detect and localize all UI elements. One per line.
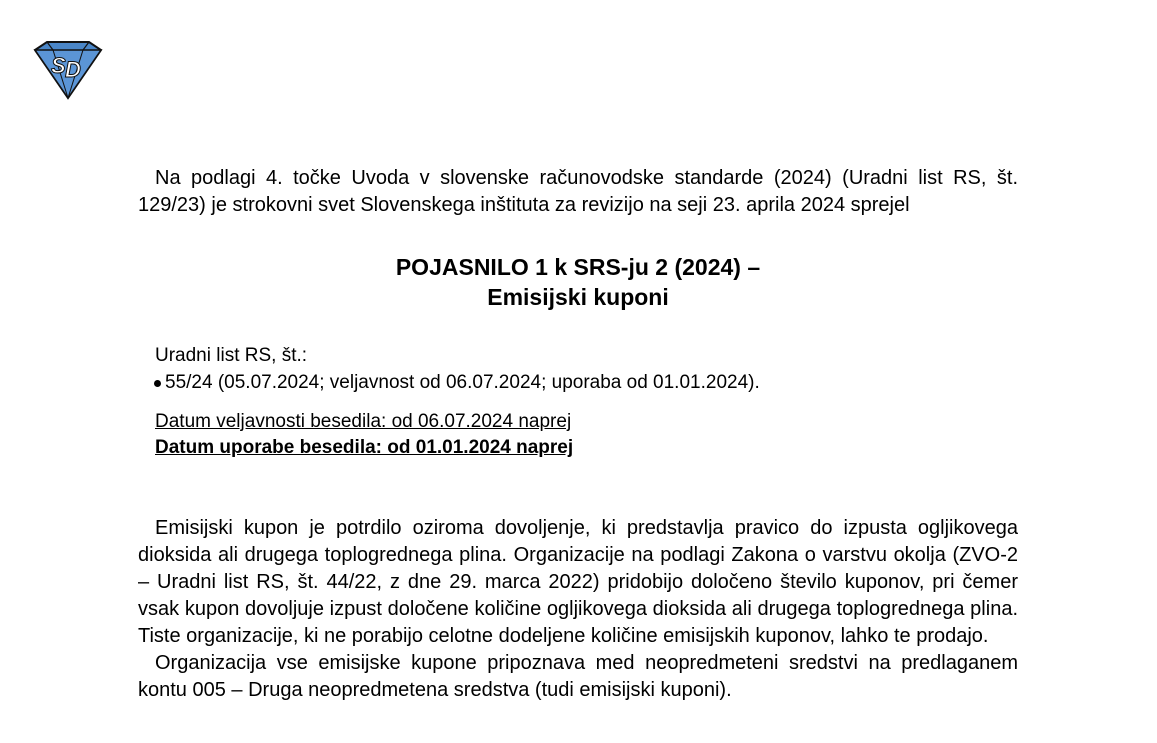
- gazette-label: Uradni list RS, št.:: [155, 345, 308, 366]
- title-line-2: Emisijski kuponi: [487, 284, 669, 310]
- gazette-item: [155, 369, 1018, 396]
- title-line-1: POJASNILO 1 k SRS-ju 2 (2024) –: [395, 254, 761, 280]
- sd-logo-icon: [31, 40, 105, 100]
- document-title: [138, 252, 1018, 312]
- gazette-list: [155, 369, 1018, 396]
- body-section: [138, 515, 1018, 704]
- document-content: [138, 165, 1018, 704]
- gazette-item-text: 55/24 (05.07.2024; veljavnost od 06.07.2024; uporaba od 01.01.2024).: [165, 372, 760, 393]
- body-paragraph-1: Emisijski kupon je potrdilo oziroma dovoljenje, ki predstavlja pravico do izpusta ogljikovega dioksida ali drugega toplogrednega plina. Organizacije na podlagi Zakona o varstvu okolja (ZVO-2 – Uradni list RS, št. 44/22, z dne 29. marca 2022) pridobijo določeno število kuponov, pri čemer vsak kupon dovoljuje izpust določene količine ogljikovega dioksida ali drugega toplogrednega plina. Tiste organizacije, ki ne porabijo celotne dodeljene količine emisijskih kuponov, lahko te prodajo.: [138, 517, 1018, 647]
- application-date: Datum uporabe besedila: od 01.01.2024 naprej: [155, 437, 574, 458]
- svg-text:S: S: [51, 53, 66, 78]
- effective-dates: [138, 409, 1018, 461]
- bullet-icon: [154, 380, 161, 387]
- svg-text:D: D: [65, 57, 81, 82]
- validity-date: Datum veljavnosti besedila: od 06.07.2024 naprej: [155, 411, 572, 432]
- body-paragraph-2: Organizacija vse emisijske kupone pripoznava med neopredmeteni sredstvi na predlaganem kontu 005 – Druga neopredmetena sredstva (tudi emisijski kuponi).: [138, 652, 1018, 701]
- intro-paragraph: Na podlagi 4. točke Uvoda v slovenske računovodske standarde (2024) (Uradni list RS, št. 129/23) je strokovni svet Slovenskega inštituta za revizijo na seji 23. aprila 2024 sprejel: [138, 167, 1018, 216]
- gazette-reference: [138, 342, 1018, 396]
